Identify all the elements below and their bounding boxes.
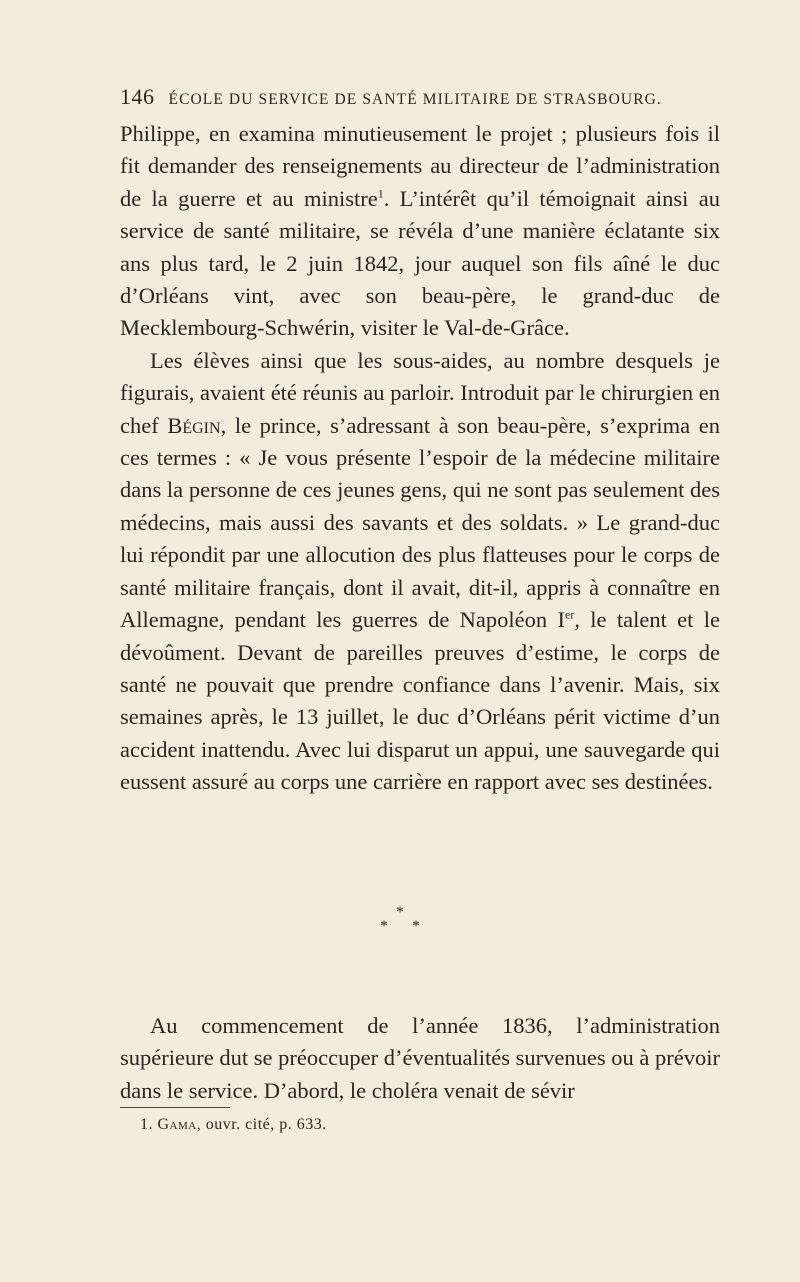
body-text bbox=[120, 118, 720, 799]
running-title: ÉCOLE DU SERVICE DE SANTÉ MILITAIRE DE STRASBOURG. bbox=[168, 91, 662, 108]
footnote-author: Gama bbox=[157, 1116, 197, 1133]
asterism-top: * bbox=[396, 904, 404, 921]
paragraph-1 bbox=[120, 118, 720, 345]
person-name: Bégin bbox=[167, 412, 221, 438]
paragraph-2-text: Les élèves ainsi que les sous-aides, au nombre desquels je figurais, avaient été réunis au parloir. Introduit par le chirurgien en chef bbox=[120, 347, 720, 438]
running-header bbox=[120, 84, 720, 110]
paragraph-2-text-end: , le talent et le dévoûment. Devant de pareilles preuves d’estime, le corps de santé ne pouvait que prendre confiance dans l’avenir. Mais, six semaines après, le 13 juillet, le duc d’Orléans périt victime d’un accident inattendu. Avec lui disparut un appui, une sauvegarde qui eussent assuré au corps une carrière en rapport avec ses destinées. bbox=[120, 607, 720, 795]
footnote-ref: 1 bbox=[377, 186, 384, 201]
ordinal-superscript: er bbox=[565, 607, 575, 622]
asterism bbox=[370, 906, 430, 934]
paragraph-2-text-cont: , le prince, s’adressant à son beau-père, s’exprima en ces termes : « Je vous présente l’espoir de la médecine militaire dans la personne de ces jeunes gens, qui ne sont pas seulement des médecins, mais aussi des savants et des soldats. » Le grand-duc lui répondit par une allocution des plus flatteuses pour le corps de santé militaire français, dont il avait, dit-il, appris à connaître en Allemagne, pendant les guerres de Napoléon I bbox=[120, 412, 720, 633]
paragraph-2 bbox=[120, 345, 720, 799]
footnote-text: , ouvr. cité, p. 633. bbox=[196, 1116, 327, 1133]
footnote bbox=[140, 1116, 327, 1134]
asterism-bottom: * * bbox=[380, 918, 430, 935]
footnote-number: 1. bbox=[140, 1116, 153, 1133]
paragraph-3-block bbox=[120, 1010, 720, 1107]
page-number: 146 bbox=[120, 84, 155, 109]
footnote-rule bbox=[120, 1107, 230, 1108]
paragraph-3: Au commencement de l’année 1836, l’administration supérieure dut se préoccuper d’éventualités survenues ou à prévoir dans le service. D’abord, le choléra venait de sévir bbox=[120, 1013, 720, 1103]
paragraph-1-text: Philippe, en examina minutieusement le projet ; plusieurs fois il fit demander des renseignements au directeur de l’administration de la guerre et au ministre bbox=[120, 121, 720, 211]
paragraph-1-text-cont: . L’intérêt qu’il témoignait ainsi au service de santé militaire, se révéla d’une manière éclatante six ans plus tard, le 2 juin 1842, jour auquel son fils aîné le duc d’Orléans vint, avec son beau-père, le grand-duc de Mecklembourg-Schwérin, visiter le Val-de-Grâce. bbox=[120, 185, 720, 341]
